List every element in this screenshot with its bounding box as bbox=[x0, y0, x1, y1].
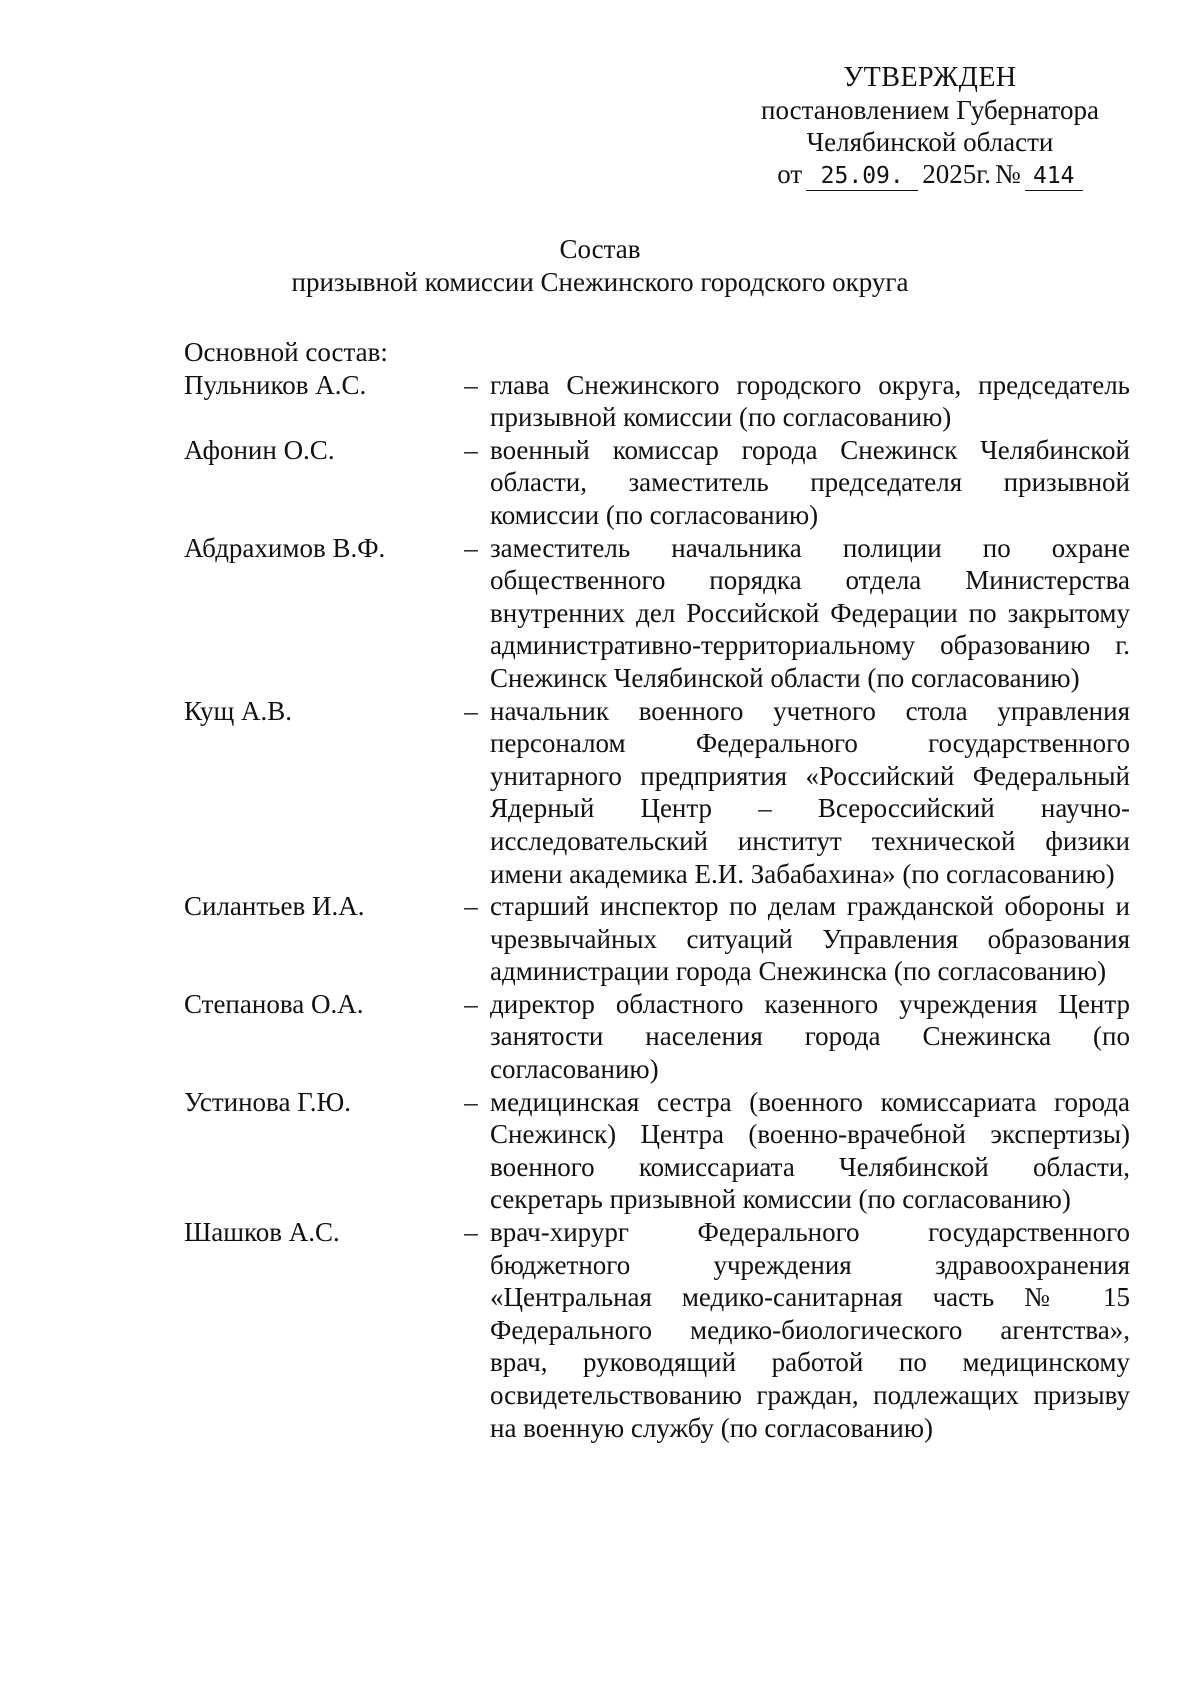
from-label: от bbox=[777, 159, 803, 189]
member-position: глава Снежинского городского округа, председатель призывной комиссии (по согласованию) bbox=[490, 369, 1130, 433]
approval-stamp bbox=[720, 62, 1140, 191]
decree-date: 25.09. bbox=[806, 162, 918, 191]
member-position: начальник военного учетного стола управления персоналом Федерального государственного унитарного предприятия «Российский Федеральный Ядерный Центр – Всероссийский научно-исследовательский институт технической физики имени академика Е.И. Забабахина» (по согласованию) bbox=[490, 695, 1130, 889]
dash-separator: – bbox=[464, 988, 478, 1019]
member-rows bbox=[184, 369, 1130, 1445]
member-name: Афонин О.С. bbox=[184, 434, 335, 465]
member-position: медицинская сестра (военного комиссариата города Снежинск) Центра (военно-врачебной экспертизы) военного комиссариата Челябинской области, секретарь призывной комиссии (по согласованию) bbox=[490, 1086, 1130, 1215]
decree-number: 414 bbox=[1025, 162, 1083, 191]
member-name: Абдрахимов В.Ф. bbox=[184, 532, 386, 563]
member-position: военный комиссар города Снежинск Челябинской области, заместитель председателя призывной комиссии (по согласованию) bbox=[490, 434, 1130, 530]
member-row bbox=[184, 1216, 1130, 1444]
member-position: директор областного казенного учреждения Центр занятости населения города Снежинска (по согласованию) bbox=[490, 988, 1130, 1085]
member-row bbox=[184, 434, 1130, 532]
member-row bbox=[184, 369, 1130, 434]
approval-date-line bbox=[720, 158, 1140, 191]
member-name: Силантьев И.А. bbox=[184, 891, 365, 922]
member-row bbox=[184, 1086, 1130, 1216]
heading-title: Состав bbox=[559, 234, 641, 264]
dash-separator: – bbox=[464, 532, 478, 563]
member-row bbox=[184, 695, 1130, 891]
approval-line-1: постановлением Губернатора bbox=[761, 95, 1099, 125]
member-name: Устинова Г.Ю. bbox=[184, 1086, 351, 1117]
member-row bbox=[184, 890, 1130, 988]
member-list bbox=[184, 336, 1130, 1444]
member-name: Степанова О.А. bbox=[184, 988, 364, 1019]
approval-line-2: Челябинской области bbox=[806, 127, 1054, 157]
member-position: заместитель начальника полиции по охране общественного порядка отдела Министерства внутренних дел Российской Федерации по закрытому административно-территориальному образованию г. Снежинск Челябинской области (по согласованию) bbox=[490, 532, 1130, 693]
document-heading bbox=[0, 233, 1200, 299]
dash-separator: – bbox=[464, 1217, 478, 1248]
member-position: старший инспектор по делам гражданской обороны и чрезвычайных ситуаций Управления образования администрации города Снежинска (по согласованию) bbox=[490, 891, 1130, 987]
dash-separator: – bbox=[464, 369, 478, 400]
member-row bbox=[184, 988, 1130, 1086]
member-row bbox=[184, 532, 1130, 695]
dash-separator: – bbox=[464, 434, 478, 465]
approval-title: УТВЕРЖДЕН bbox=[843, 62, 1017, 93]
section-label: Основной состав: bbox=[184, 337, 388, 367]
dash-separator: – bbox=[464, 695, 478, 726]
member-name: Пульников А.С. bbox=[184, 369, 367, 400]
member-name: Кущ А.В. bbox=[184, 695, 293, 726]
dash-separator: – bbox=[464, 891, 478, 922]
heading-subtitle: призывной комиссии Снежинского городского округа bbox=[291, 267, 909, 297]
dash-separator: – bbox=[464, 1086, 478, 1117]
member-position: врач-хирург Федерального государственного бюджетного учреждения здравоохранения «Центральная медико-санитарная часть № 15 Федерального медико-биологического агентства», врач, руководящий работой по медицинскому освидетельствованию граждан, подлежащих призыву на военную службу (по согласованию) bbox=[490, 1217, 1130, 1443]
member-name: Шашков А.С. bbox=[184, 1217, 340, 1248]
decree-year: 2025г. bbox=[922, 159, 991, 189]
number-label: № bbox=[994, 159, 1021, 189]
